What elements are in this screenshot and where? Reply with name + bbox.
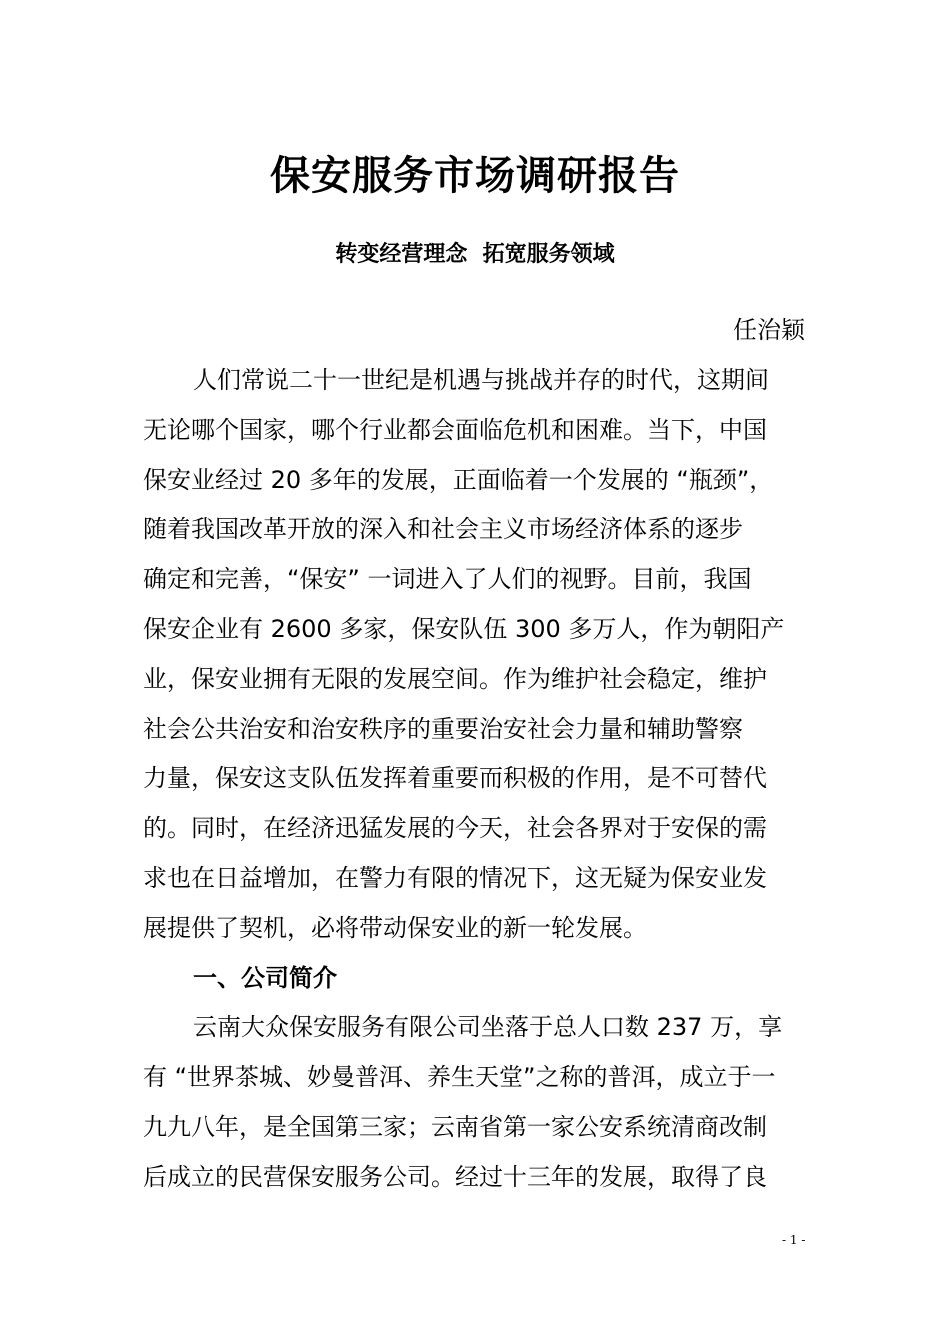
paragraph-line: 九九八年，是全国第三家；云南省第一家公安系统清商改制 (143, 1112, 767, 1141)
paragraph-line: 后成立的民营保安服务公司。经过十三年的发展，取得了良 (143, 1162, 767, 1191)
paragraph-line: 有 “世界茶城、妙曼普洱、养生天堂”之称的普洱，成立于一 (143, 1063, 776, 1092)
paragraph-line: 确定和完善，“保安” 一词进入了人们的视野。目前，我国 (143, 565, 752, 594)
paragraph-line: 力量，保安这支队伍发挥着重要而积极的作用，是不可替代 (143, 764, 767, 793)
paragraph-line: 人们常说二十一世纪是机遇与挑战并存的时代，这期间 (193, 366, 769, 394)
paragraph-line: 云南大众保安服务有限公司坐落于总人口数 237 万，享 (193, 1013, 783, 1042)
paragraph-line: 随着我国改革开放的深入和社会主义市场经济体系的逐步 (143, 515, 743, 544)
document-title: 保安服务市场调研报告 (270, 153, 680, 199)
paragraph-line: 的。同时，在经济迅猛发展的今天，社会各界对于安保的需 (143, 814, 767, 843)
paragraph-line: 无论哪个国家，哪个行业都会面临危机和困难。当下，中国 (143, 415, 767, 444)
paragraph-line: 业，保安业拥有无限的发展空间。作为维护社会稳定，维护 (143, 664, 767, 693)
document-subtitle: 转变经营理念 拓宽服务领域 (335, 242, 615, 267)
paragraph-line: 展提供了契机，必将带动保安业的新一轮发展。 (143, 913, 647, 942)
paragraph-line: 保安企业有 2600 多家，保安队伍 300 多万人，作为朝阳产 (143, 614, 785, 643)
paragraph-line: 保安业经过 20 多年的发展，正面临着一个发展的 “瓶颈”， (143, 465, 774, 494)
page-number: - 1 - (782, 1233, 806, 1247)
document-author: 任治颖 (733, 316, 805, 344)
paragraph-line: 社会公共治安和治安秩序的重要治安社会力量和辅助警察 (143, 714, 743, 743)
document-body (143, 356, 833, 1203)
section-heading: 一、公司简介 (193, 963, 337, 992)
paragraph-line: 求也在日益增加，在警力有限的情况下，这无疑为保安业发 (143, 863, 767, 892)
